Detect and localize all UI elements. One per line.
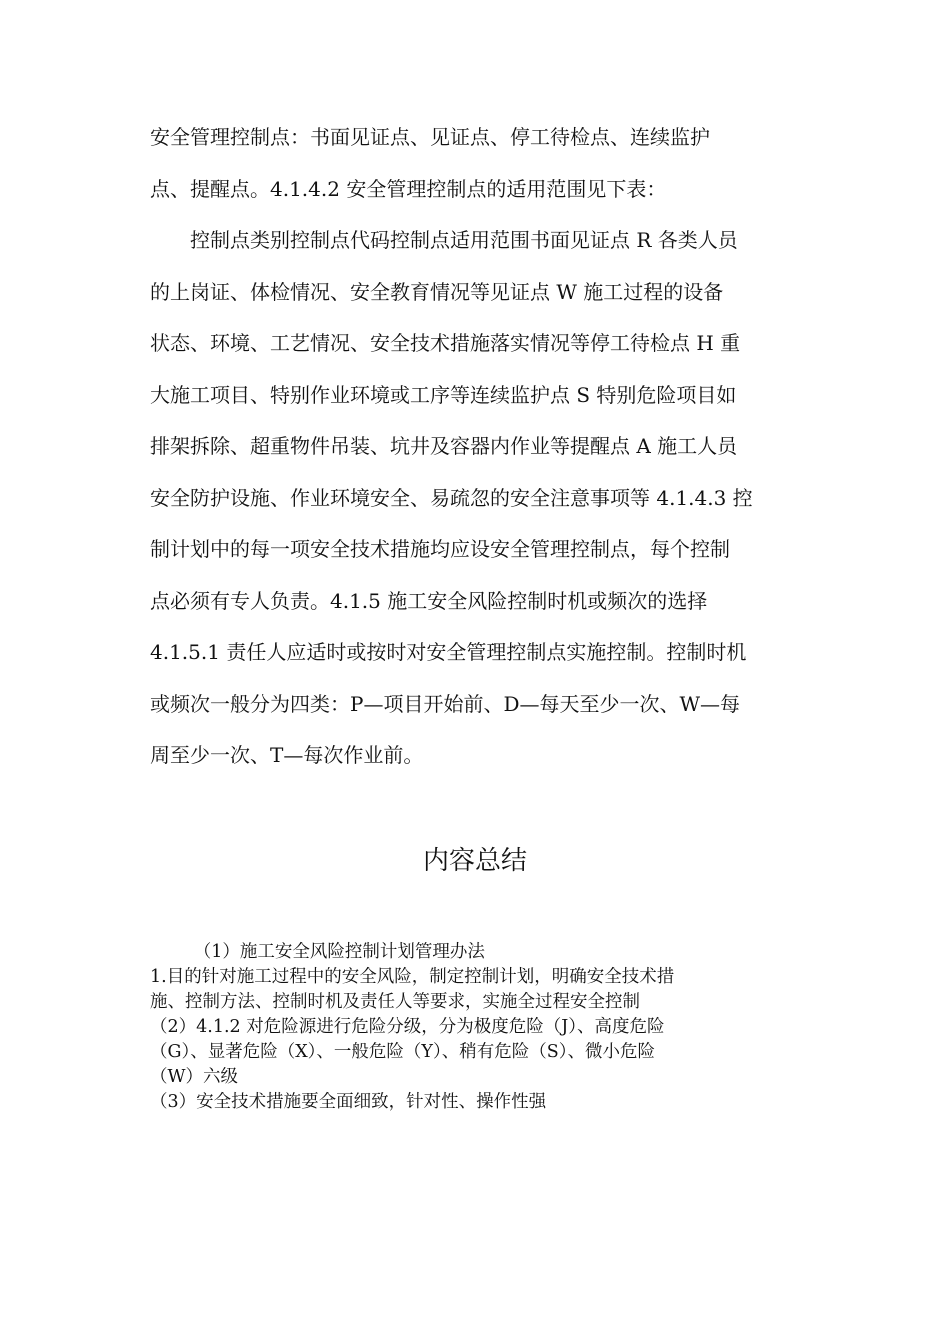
summary-line: （G）、显著危险（X）、一般危险（Y）、稍有危险（S）、微小危险 — [150, 1042, 655, 1062]
body-line: 大施工项目、特别作业环境或工序等连续监护点 S 特别危险项目如 — [150, 382, 737, 407]
body-line: 安全管理控制点：书面见证点、见证点、停工待检点、连续监护 — [150, 125, 710, 149]
body-line: 点必须有专人负责。4.1.5 施工安全风险控制时机或频次的选择 — [150, 588, 708, 613]
summary-line: 施、控制方法、控制时机及责任人等要求，实施全过程安全控制 — [150, 992, 640, 1012]
summary-line: （2）4.1.2 对危险源进行危险分级，分为极度危险（J）、高度危险 — [150, 1017, 665, 1037]
summary-title: 内容总结 — [422, 846, 527, 876]
body-line: 安全防护设施、作业环境安全、易疏忽的安全注意事项等 4.1.4.3 控 — [150, 485, 753, 510]
body-line: 排架拆除、超重物件吊装、坑井及容器内作业等提醒点 A 施工人员 — [150, 434, 738, 458]
body-line: 控制点类别控制点代码控制点适用范围书面见证点 R 各类人员 — [150, 228, 738, 252]
body-text — [150, 112, 802, 782]
summary-line: 1.目的针对施工过程中的安全风险，制定控制计划，明确安全技术措 — [150, 967, 675, 987]
summary-line: （W）六级 — [150, 1067, 238, 1087]
body-line: 周至少一次、T—每次作业前。 — [150, 743, 424, 767]
body-line: 或频次一般分为四类：P—项目开始前、D—每天至少一次、W—每 — [150, 691, 741, 716]
summary-line: （3）安全技术措施要全面细致，针对性、操作性强 — [150, 1092, 547, 1112]
body-line: 制计划中的每一项安全技术措施均应设安全管理控制点，每个控制 — [150, 537, 730, 561]
body-line: 点、提醒点。4.1.4.2 安全管理控制点的适用范围见下表： — [150, 176, 667, 201]
summary-section — [150, 940, 802, 1115]
body-line: 状态、环境、工艺情况、安全技术措施落实情况等停工待检点 H 重 — [150, 331, 741, 355]
summary-line: （1）施工安全风险控制计划管理办法 — [150, 942, 485, 962]
body-line: 4.1.5.1 责任人应适时或按时对安全管理控制点实施控制。控制时机 — [150, 640, 747, 664]
body-line: 的上岗证、体检情况、安全教育情况等见证点 W 施工过程的设备 — [150, 279, 724, 304]
